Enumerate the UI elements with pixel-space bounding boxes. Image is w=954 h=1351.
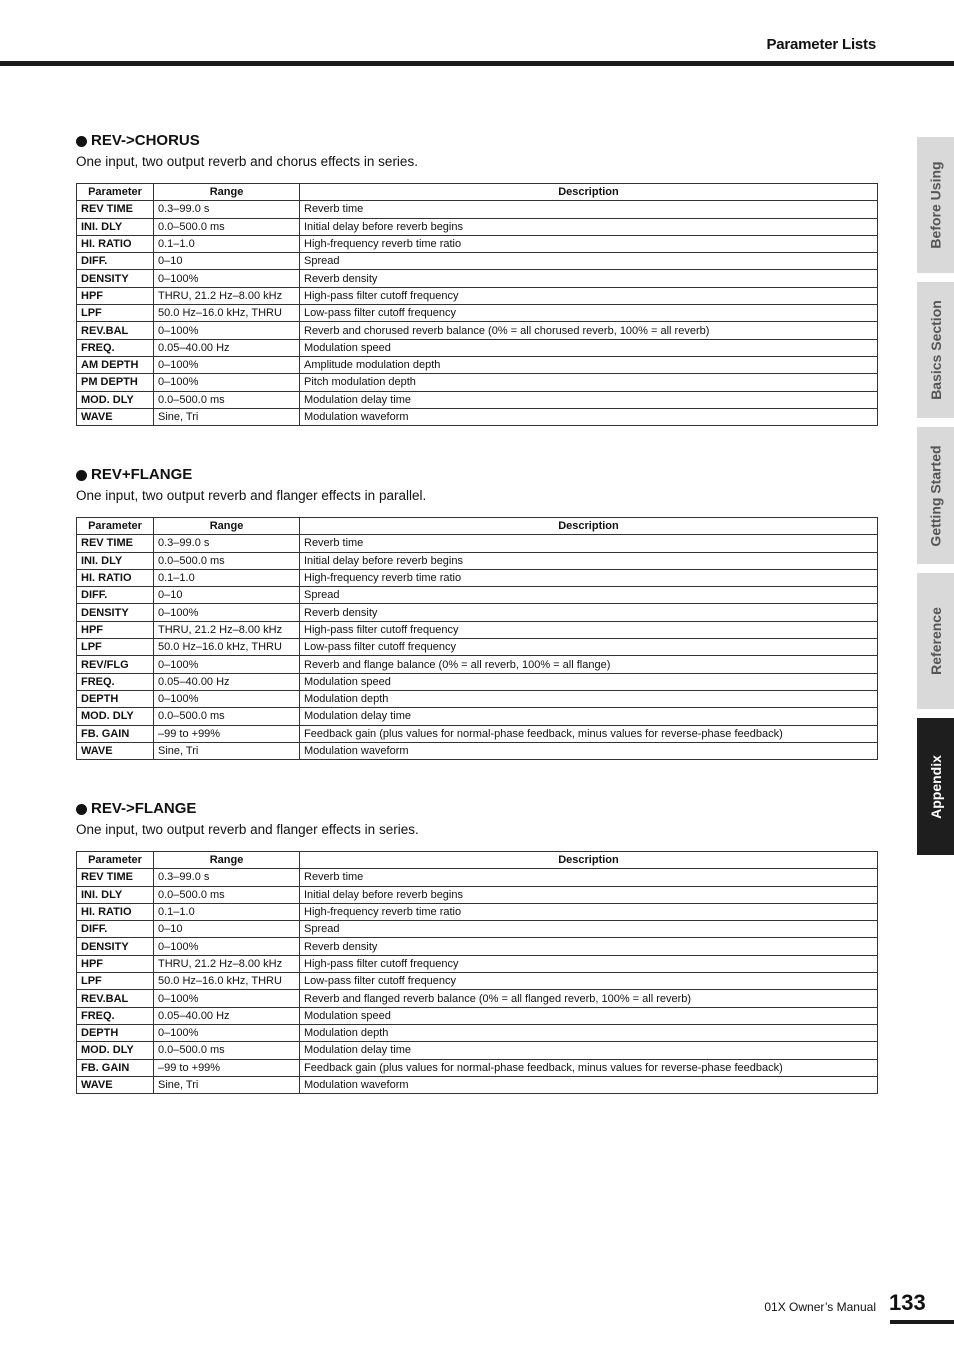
description-cell: Reverb time bbox=[300, 201, 878, 218]
range-cell: 0–10 bbox=[154, 921, 300, 938]
description-cell: Modulation depth bbox=[300, 690, 878, 707]
footer-manual-title: 01X Owner’s Manual bbox=[764, 1300, 876, 1314]
description-cell: Reverb density bbox=[300, 270, 878, 287]
range-cell: Sine, Tri bbox=[154, 1076, 300, 1093]
table-row bbox=[77, 921, 878, 938]
range-cell: 0–100% bbox=[154, 938, 300, 955]
side-tab-reference[interactable] bbox=[917, 573, 954, 709]
section-title bbox=[76, 466, 877, 484]
parameter-cell: DEPTH bbox=[77, 1024, 154, 1041]
parameter-cell: HPF bbox=[77, 955, 154, 972]
range-cell: THRU, 21.2 Hz–8.00 kHz bbox=[154, 955, 300, 972]
table-row bbox=[77, 604, 878, 621]
description-cell: High-frequency reverb time ratio bbox=[300, 235, 878, 252]
parameter-cell: INI. DLY bbox=[77, 218, 154, 235]
description-cell: Feedback gain (plus values for normal-phase feedback, minus values for reverse-phase feedback) bbox=[300, 725, 878, 742]
table-row bbox=[77, 339, 878, 356]
table-row bbox=[77, 869, 878, 886]
range-cell: 0–100% bbox=[154, 356, 300, 373]
description-cell: Reverb time bbox=[300, 869, 878, 886]
section-title-text: REV->FLANGE bbox=[91, 800, 197, 817]
description-cell: Low-pass filter cutoff frequency bbox=[300, 305, 878, 322]
table-row bbox=[77, 587, 878, 604]
table-row bbox=[77, 742, 878, 759]
description-cell: Reverb time bbox=[300, 535, 878, 552]
parameter-cell: LPF bbox=[77, 973, 154, 990]
description-cell: Initial delay before reverb begins bbox=[300, 552, 878, 569]
parameter-cell: REV TIME bbox=[77, 535, 154, 552]
parameter-table bbox=[76, 517, 878, 760]
table-header-row bbox=[77, 518, 878, 535]
side-tab-label: Getting Started bbox=[927, 444, 944, 547]
range-cell: 0–100% bbox=[154, 690, 300, 707]
column-header-description: Description bbox=[300, 852, 878, 869]
range-cell: 0.1–1.0 bbox=[154, 903, 300, 920]
running-header: Parameter Lists bbox=[766, 36, 876, 53]
column-header-range: Range bbox=[154, 518, 300, 535]
parameter-cell: REV TIME bbox=[77, 869, 154, 886]
range-cell: 0–10 bbox=[154, 587, 300, 604]
side-tab-basics-section[interactable] bbox=[917, 282, 954, 418]
section-title-text: REV->CHORUS bbox=[91, 132, 200, 149]
range-cell: 50.0 Hz–16.0 kHz, THRU bbox=[154, 973, 300, 990]
range-cell: 0.05–40.00 Hz bbox=[154, 673, 300, 690]
table-row bbox=[77, 1076, 878, 1093]
description-cell: Reverb density bbox=[300, 604, 878, 621]
parameter-table bbox=[76, 183, 878, 426]
table-row bbox=[77, 886, 878, 903]
side-tab-getting-started[interactable] bbox=[917, 427, 954, 564]
range-cell: 0.3–99.0 s bbox=[154, 535, 300, 552]
description-cell: High-pass filter cutoff frequency bbox=[300, 287, 878, 304]
parameter-cell: FREQ. bbox=[77, 339, 154, 356]
parameter-cell: HPF bbox=[77, 621, 154, 638]
parameter-cell: REV TIME bbox=[77, 201, 154, 218]
description-cell: High-frequency reverb time ratio bbox=[300, 903, 878, 920]
table-row bbox=[77, 408, 878, 425]
parameter-table bbox=[76, 851, 878, 1094]
description-cell: Modulation delay time bbox=[300, 708, 878, 725]
table-row bbox=[77, 690, 878, 707]
table-row bbox=[77, 1042, 878, 1059]
range-cell: 0.0–500.0 ms bbox=[154, 552, 300, 569]
table-row bbox=[77, 725, 878, 742]
table-row bbox=[77, 535, 878, 552]
table-row bbox=[77, 391, 878, 408]
table-row bbox=[77, 253, 878, 270]
table-row bbox=[77, 552, 878, 569]
table-row bbox=[77, 1059, 878, 1076]
range-cell: 50.0 Hz–16.0 kHz, THRU bbox=[154, 639, 300, 656]
description-cell: High-pass filter cutoff frequency bbox=[300, 955, 878, 972]
table-row bbox=[77, 955, 878, 972]
table-row bbox=[77, 287, 878, 304]
table-row bbox=[77, 374, 878, 391]
parameter-cell: LPF bbox=[77, 305, 154, 322]
table-row bbox=[77, 1007, 878, 1024]
parameter-cell: REV/FLG bbox=[77, 656, 154, 673]
range-cell: 0–100% bbox=[154, 1024, 300, 1041]
column-header-parameter: Parameter bbox=[77, 184, 154, 201]
parameter-cell: AM DEPTH bbox=[77, 356, 154, 373]
parameter-cell: DENSITY bbox=[77, 270, 154, 287]
range-cell: 0–100% bbox=[154, 604, 300, 621]
header-rule bbox=[0, 61, 954, 66]
range-cell: 0.0–500.0 ms bbox=[154, 886, 300, 903]
table-row bbox=[77, 235, 878, 252]
table-row bbox=[77, 569, 878, 586]
description-cell: Feedback gain (plus values for normal-phase feedback, minus values for reverse-phase feedback) bbox=[300, 1059, 878, 1076]
description-cell: Modulation delay time bbox=[300, 1042, 878, 1059]
range-cell: Sine, Tri bbox=[154, 408, 300, 425]
table-row bbox=[77, 903, 878, 920]
parameter-cell: LPF bbox=[77, 639, 154, 656]
section-description: One input, two output reverb and flanger effects in parallel. bbox=[76, 488, 427, 503]
range-cell: 0.0–500.0 ms bbox=[154, 708, 300, 725]
side-tab-label: Before Using bbox=[927, 161, 944, 249]
range-cell: 0.3–99.0 s bbox=[154, 201, 300, 218]
table-row bbox=[77, 322, 878, 339]
table-row bbox=[77, 708, 878, 725]
parameter-cell: PM DEPTH bbox=[77, 374, 154, 391]
parameter-cell: REV.BAL bbox=[77, 990, 154, 1007]
description-cell: Initial delay before reverb begins bbox=[300, 218, 878, 235]
parameter-cell: FREQ. bbox=[77, 673, 154, 690]
table-row bbox=[77, 639, 878, 656]
table-row bbox=[77, 218, 878, 235]
description-cell: Modulation speed bbox=[300, 673, 878, 690]
description-cell: Modulation depth bbox=[300, 1024, 878, 1041]
range-cell: –99 to +99% bbox=[154, 725, 300, 742]
side-tab-label: Reference bbox=[927, 607, 944, 675]
parameter-cell: DIFF. bbox=[77, 587, 154, 604]
description-cell: Reverb and flange balance (0% = all reverb, 100% = all flange) bbox=[300, 656, 878, 673]
table-row bbox=[77, 621, 878, 638]
description-cell: Spread bbox=[300, 921, 878, 938]
range-cell: 0–10 bbox=[154, 253, 300, 270]
table-row bbox=[77, 656, 878, 673]
table-header-row bbox=[77, 852, 878, 869]
section-description: One input, two output reverb and chorus effects in series. bbox=[76, 154, 418, 169]
parameter-cell: HI. RATIO bbox=[77, 569, 154, 586]
parameter-cell: HI. RATIO bbox=[77, 235, 154, 252]
section-rev-chorus bbox=[76, 132, 877, 426]
table-row bbox=[77, 990, 878, 1007]
parameter-cell: WAVE bbox=[77, 742, 154, 759]
table-row bbox=[77, 270, 878, 287]
section-title bbox=[76, 800, 877, 818]
table-row bbox=[77, 201, 878, 218]
description-cell: Modulation waveform bbox=[300, 742, 878, 759]
table-row bbox=[77, 1024, 878, 1041]
range-cell: 0.3–99.0 s bbox=[154, 869, 300, 886]
range-cell: 0.05–40.00 Hz bbox=[154, 339, 300, 356]
parameter-cell: INI. DLY bbox=[77, 552, 154, 569]
description-cell: Amplitude modulation depth bbox=[300, 356, 878, 373]
range-cell: THRU, 21.2 Hz–8.00 kHz bbox=[154, 287, 300, 304]
parameter-cell: DEPTH bbox=[77, 690, 154, 707]
description-cell: Modulation speed bbox=[300, 1007, 878, 1024]
side-tab-appendix[interactable] bbox=[917, 718, 954, 855]
range-cell: –99 to +99% bbox=[154, 1059, 300, 1076]
table-row bbox=[77, 356, 878, 373]
section-description: One input, two output reverb and flanger effects in series. bbox=[76, 822, 419, 837]
range-cell: 0.0–500.0 ms bbox=[154, 391, 300, 408]
parameter-cell: REV.BAL bbox=[77, 322, 154, 339]
parameter-cell: FB. GAIN bbox=[77, 1059, 154, 1076]
parameter-cell: DIFF. bbox=[77, 253, 154, 270]
description-cell: Pitch modulation depth bbox=[300, 374, 878, 391]
table-row bbox=[77, 305, 878, 322]
range-cell: 50.0 Hz–16.0 kHz, THRU bbox=[154, 305, 300, 322]
parameter-cell: WAVE bbox=[77, 408, 154, 425]
description-cell: Low-pass filter cutoff frequency bbox=[300, 973, 878, 990]
section-title bbox=[76, 132, 877, 150]
parameter-cell: DIFF. bbox=[77, 921, 154, 938]
parameter-cell: DENSITY bbox=[77, 604, 154, 621]
range-cell: 0.1–1.0 bbox=[154, 569, 300, 586]
bullet-icon bbox=[76, 136, 87, 147]
side-tab-label: Appendix bbox=[927, 754, 944, 819]
range-cell: 0–100% bbox=[154, 322, 300, 339]
parameter-cell: HPF bbox=[77, 287, 154, 304]
description-cell: Modulation waveform bbox=[300, 408, 878, 425]
description-cell: Reverb and chorused reverb balance (0% = all chorused reverb, 100% = all reverb) bbox=[300, 322, 878, 339]
section-rev-flange-parallel bbox=[76, 466, 877, 760]
range-cell: 0.0–500.0 ms bbox=[154, 1042, 300, 1059]
range-cell: THRU, 21.2 Hz–8.00 kHz bbox=[154, 621, 300, 638]
column-header-range: Range bbox=[154, 184, 300, 201]
description-cell: Initial delay before reverb begins bbox=[300, 886, 878, 903]
parameter-cell: MOD. DLY bbox=[77, 1042, 154, 1059]
parameter-cell: MOD. DLY bbox=[77, 391, 154, 408]
side-tab-before-using[interactable] bbox=[917, 137, 954, 273]
description-cell: Modulation speed bbox=[300, 339, 878, 356]
footer-rule bbox=[890, 1320, 954, 1324]
range-cell: 0–100% bbox=[154, 656, 300, 673]
section-title-text: REV+FLANGE bbox=[91, 466, 193, 483]
parameter-cell: FREQ. bbox=[77, 1007, 154, 1024]
bullet-icon bbox=[76, 804, 87, 815]
description-cell: High-frequency reverb time ratio bbox=[300, 569, 878, 586]
table-header-row bbox=[77, 184, 878, 201]
range-cell: 0.1–1.0 bbox=[154, 235, 300, 252]
side-tab-label: Basics Section bbox=[927, 300, 944, 400]
column-header-parameter: Parameter bbox=[77, 852, 154, 869]
range-cell: 0.05–40.00 Hz bbox=[154, 1007, 300, 1024]
column-header-range: Range bbox=[154, 852, 300, 869]
table-row bbox=[77, 673, 878, 690]
description-cell: Modulation delay time bbox=[300, 391, 878, 408]
range-cell: 0–100% bbox=[154, 374, 300, 391]
column-header-description: Description bbox=[300, 518, 878, 535]
parameter-cell: INI. DLY bbox=[77, 886, 154, 903]
description-cell: Spread bbox=[300, 587, 878, 604]
description-cell: Reverb density bbox=[300, 938, 878, 955]
parameter-cell: DENSITY bbox=[77, 938, 154, 955]
description-cell: Spread bbox=[300, 253, 878, 270]
range-cell: 0–100% bbox=[154, 270, 300, 287]
column-header-parameter: Parameter bbox=[77, 518, 154, 535]
description-cell: Modulation waveform bbox=[300, 1076, 878, 1093]
parameter-cell: HI. RATIO bbox=[77, 903, 154, 920]
parameter-cell: WAVE bbox=[77, 1076, 154, 1093]
column-header-description: Description bbox=[300, 184, 878, 201]
description-cell: Low-pass filter cutoff frequency bbox=[300, 639, 878, 656]
parameter-cell: MOD. DLY bbox=[77, 708, 154, 725]
page-number: 133 bbox=[889, 1290, 926, 1315]
description-cell: High-pass filter cutoff frequency bbox=[300, 621, 878, 638]
range-cell: 0–100% bbox=[154, 990, 300, 1007]
bullet-icon bbox=[76, 470, 87, 481]
table-row bbox=[77, 973, 878, 990]
parameter-cell: FB. GAIN bbox=[77, 725, 154, 742]
range-cell: Sine, Tri bbox=[154, 742, 300, 759]
range-cell: 0.0–500.0 ms bbox=[154, 218, 300, 235]
table-row bbox=[77, 938, 878, 955]
section-rev-flange-series bbox=[76, 800, 877, 1094]
description-cell: Reverb and flanged reverb balance (0% = all flanged reverb, 100% = all reverb) bbox=[300, 990, 878, 1007]
